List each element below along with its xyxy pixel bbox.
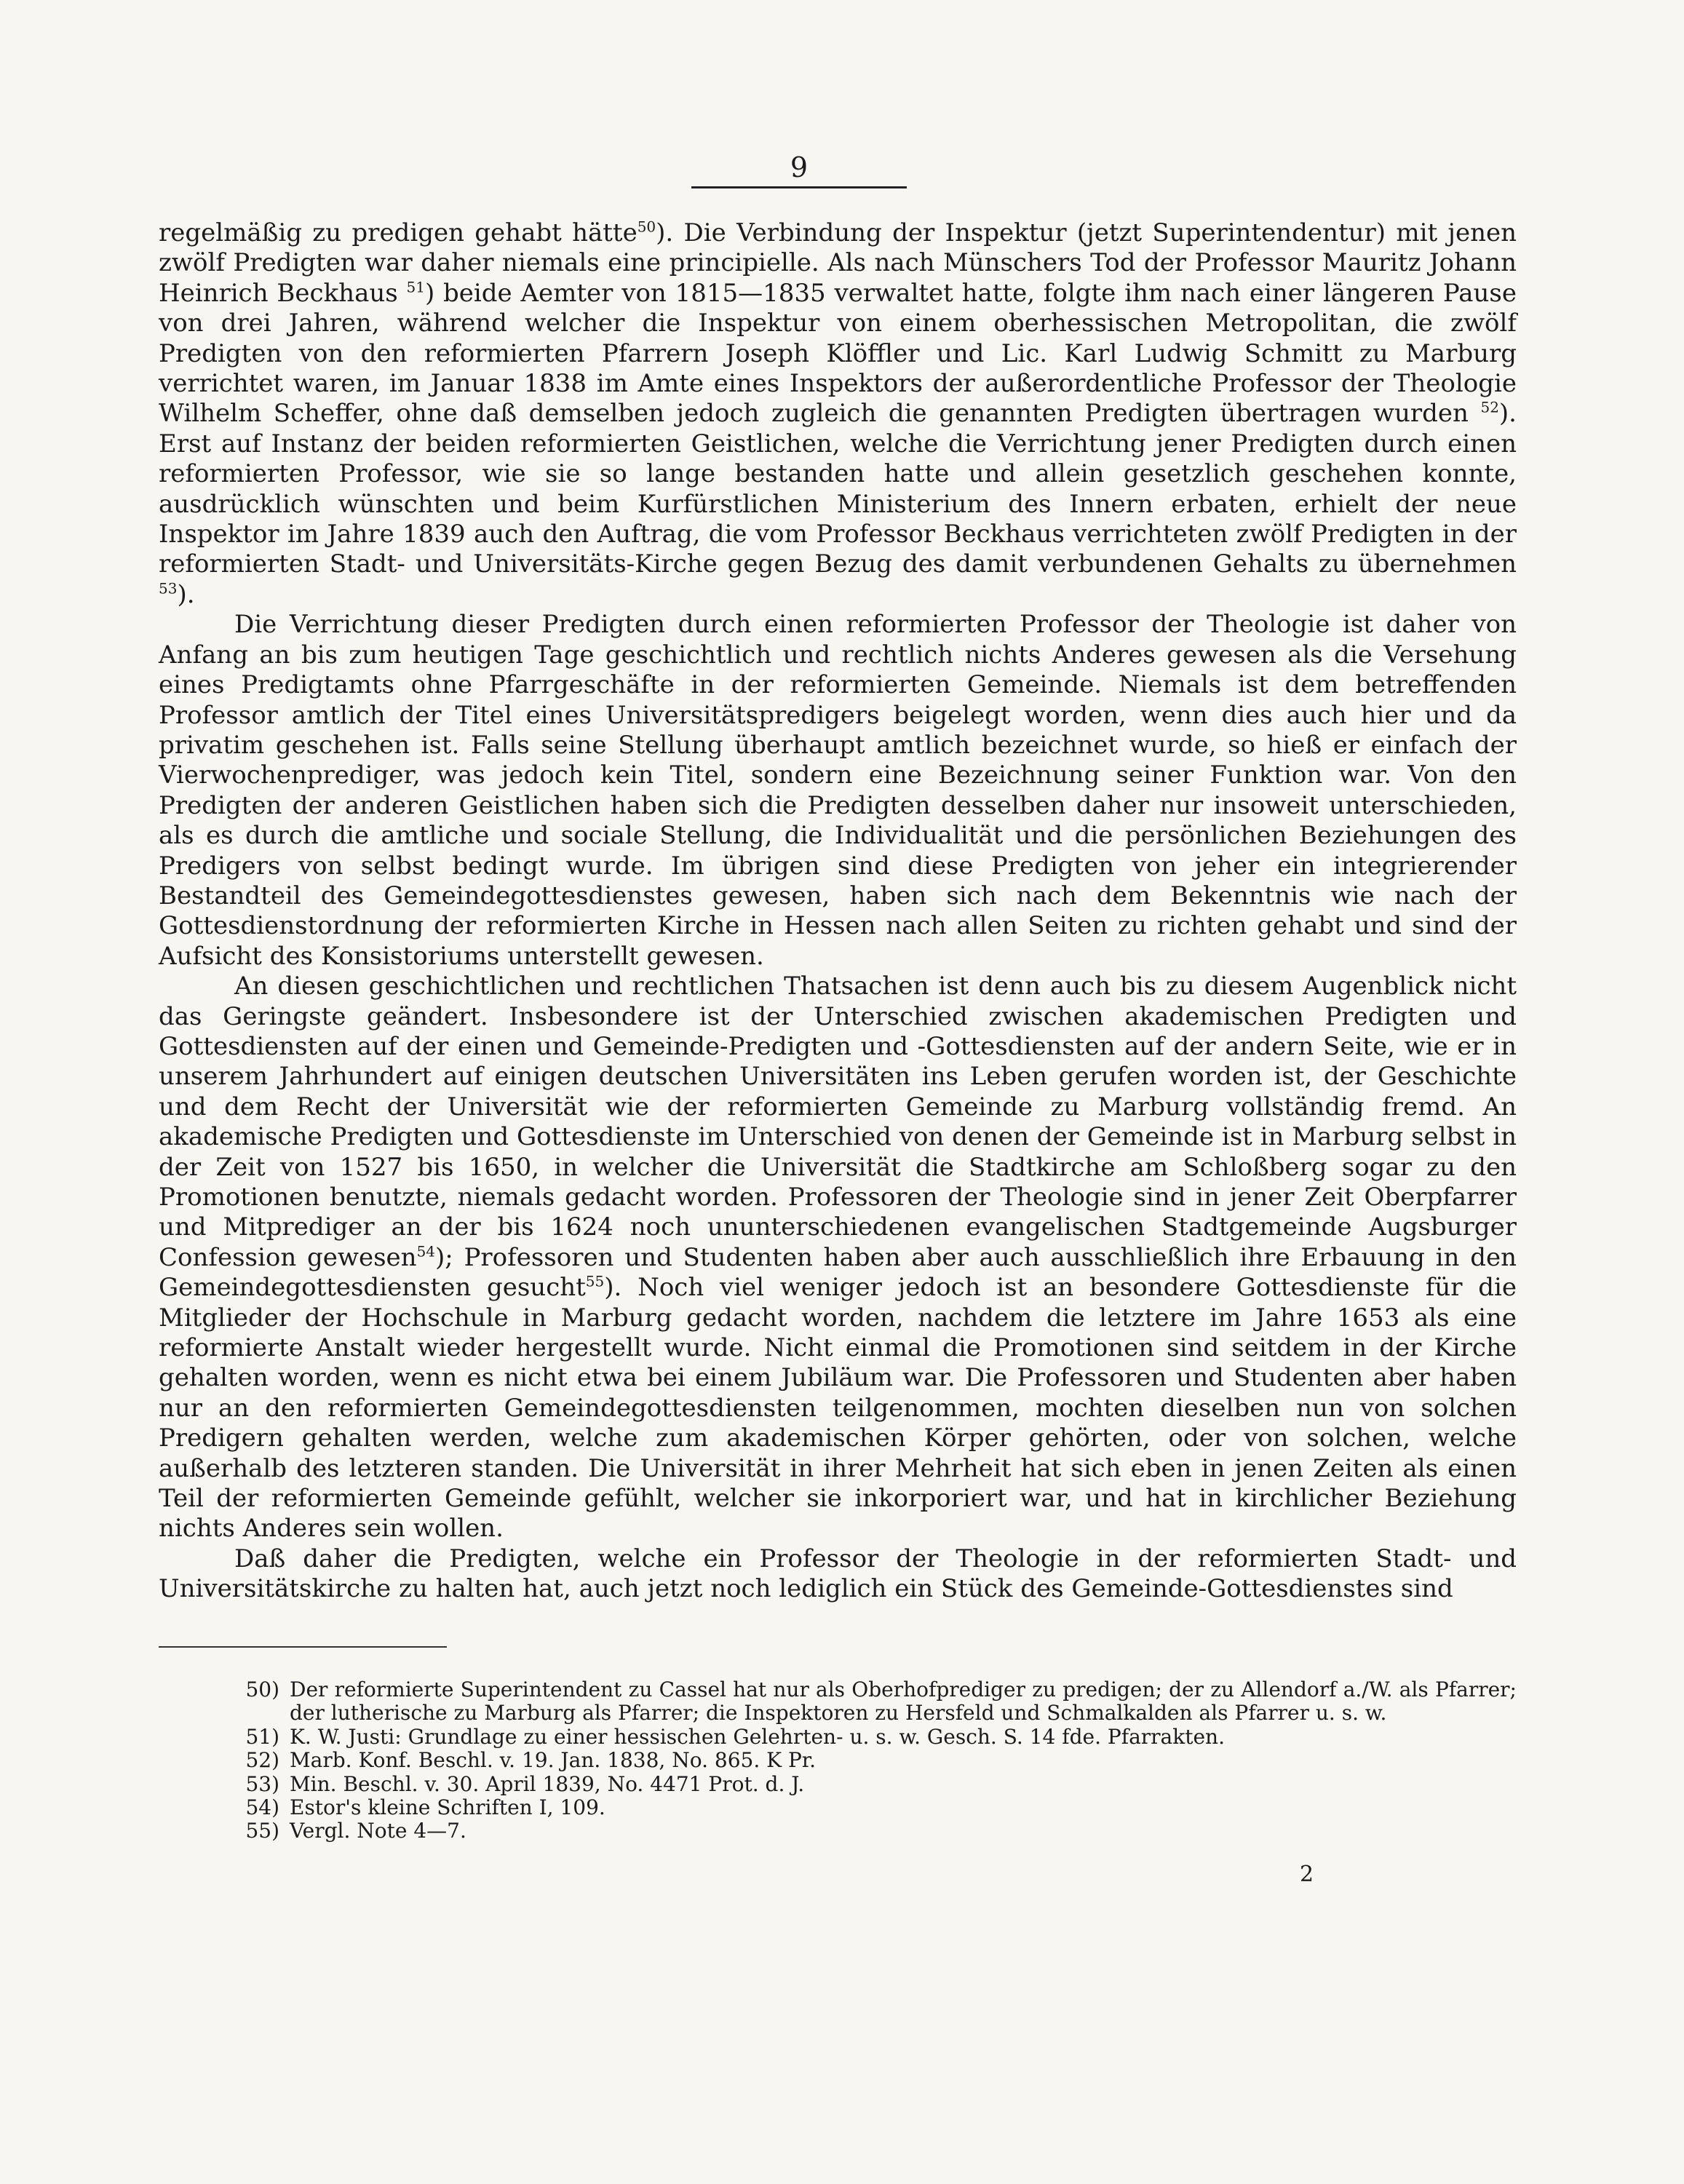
footnote-rule	[159, 1646, 447, 1648]
footnote	[159, 1773, 1517, 1796]
footnote-number: 55)	[245, 1819, 279, 1843]
footnote-text: Min. Beschl. v. 30. April 1839, No. 4471 Prot. d. J.	[290, 1771, 805, 1796]
body-text-run: Daß daher die Predigten, welche ein Professor der Theologie in der reformierten Stadt- und Universitätskirche zu halten hat, auch jetzt noch lediglich ein Stück des Gemeinde-Gottesdienstes sind	[159, 1544, 1517, 1604]
body-text-run: ). Die Verbindung der Inspektur (jetzt Superintendentur) mit jenen zwölf Predigten war daher niemals eine principielle. Als nach Münschers Tod der Professor Mauritz Johann Heinrich Beckhaus	[159, 218, 1517, 308]
body-paragraph	[159, 218, 1517, 610]
footnote-text: Vergl. Note 4—7.	[290, 1819, 466, 1843]
body-text-run: ).	[177, 579, 195, 609]
footnote-number: 52)	[245, 1748, 279, 1773]
body-text-run: Die Verrichtung dieser Predigten durch einen reformierten Professor der Theologie ist daher von Anfang an bis zum heutigen Tage geschichtlich und rechtlich nichts Anderes gewesen als die Versehung eines Predigtamts ohne Pfarrgeschäfte in der reformierten Gemeinde. Niemals ist dem betreffenden Professor amtlich der Titel eines Universitätspredigers beigelegt worden, wenn dies auch hier und da privatim geschehen ist. Falls seine Stellung überhaupt amtlich bezeichnet wurde, so hieß er einfach der Vierwochenprediger, was jedoch kein Titel, sondern eine Bezeichnung seiner Funktion war. Von den Predigten der anderen Geistlichen haben sich die Predigten desselben daher nur insoweit unterschieden, als es durch die amtliche und sociale Stellung, die Individualität und die persönlichen Beziehungen des Predigers von selbst bedingt wurde. Im übrigen sind diese Predigten von jeher ein integrierender Bestandteil des Gemeindegottesdienstes gewesen, haben sich nach dem Bekenntnis wie nach der Gottesdienstordnung der reformierten Kirche in Hessen nach allen Seiten zu richten gehabt und sind der Aufsicht des Konsistoriums unterstellt gewesen.	[159, 610, 1517, 971]
footnote	[159, 1796, 1517, 1819]
body-paragraph	[159, 972, 1517, 1544]
signature-mark: 2	[1300, 1862, 1314, 1887]
footnote	[159, 1678, 1517, 1726]
footnote-text: K. W. Justi: Grundlage zu einer hessischen Gelehrten- u. s. w. Gesch. S. 14 fde. Pfarrakten.	[290, 1724, 1225, 1749]
footnote-number: 50)	[245, 1677, 279, 1701]
page-number: 9	[790, 151, 809, 183]
footnote-text: Der reformierte Superintendent zu Cassel hat nur als Oberhofprediger zu predigen; der zu Allendorf a./W. als Pfarrer; der lutherische zu Marburg als Pfarrer; die Inspektoren zu Hersfeld und Schmalkalden als Pfarrer u. s. w.	[290, 1677, 1517, 1726]
body-text-run: ) beide Aemter von 1815—1835 verwaltet hatte, folgte ihm nach einer längeren Pause von drei Jahren, während welcher die Inspektur von einem oberhessischen Metropolitan, die zwölf Predigten von den reformierten Pfarrern Joseph Klöffler und Lic. Karl Ludwig Schmitt zu Marburg verrichtet waren, im Januar 1838 im Amte eines Inspektors der außerordentliche Professor der Theologie Wilhelm Scheffer, ohne daß demselben jedoch zugleich die genannten Predigten übertragen wurden	[159, 278, 1517, 429]
footnote-number: 53)	[245, 1771, 279, 1796]
body-paragraph	[159, 1544, 1517, 1605]
footnote	[159, 1819, 1517, 1843]
body-text-run: ); Professoren und Studenten haben aber auch ausschließlich ihre Erbauung in den Gemeindegottesdiensten gesucht	[159, 1242, 1517, 1303]
footnote-text: Estor's kleine Schriften I, 109.	[290, 1795, 605, 1820]
body-text-run: An diesen geschichtlichen und rechtlichen Thatsachen ist denn auch bis zu diesem Augenblick nicht das Geringste geändert. Insbesondere ist der Unterschied zwischen akademischen Predigten und Gottesdiensten auf der einen und Gemeinde-Predigten und -Gottesdiensten auf der andern Seite, wie er in unserem Jahrhundert auf einigen deutschen Universitäten ins Leben gerufen worden ist, der Geschichte und dem Recht der Universität wie der reformierten Gemeinde zu Marburg vollständig fremd. An akademische Predigten und Gottesdienste im Unterschied von denen der Gemeinde ist in Marburg selbst in der Zeit von 1527 bis 1650, in welcher die Universität die Stadtkirche am Schloßberg sogar zu den Promotionen benutzte, niemals gedacht worden. Professoren der Theologie sind in jener Zeit Oberpfarrer und Mitprediger an der bis 1624 noch ununterschiedenen evangelischen Stadtgemeinde Augsburger Confession gewesen	[159, 972, 1517, 1272]
footnote-marker: 52	[1480, 399, 1499, 417]
footnote-number: 51)	[245, 1724, 279, 1749]
footnote-marker: 53	[159, 579, 178, 597]
footnote-number: 54)	[245, 1795, 279, 1820]
footnote-marker: 50	[637, 218, 656, 236]
header-rule	[691, 186, 907, 188]
body-text	[159, 218, 1517, 1605]
body-text-run: regelmäßig zu predigen gehabt hätte	[159, 218, 638, 247]
body-paragraph	[159, 610, 1517, 972]
footnote	[159, 1749, 1517, 1772]
body-text-run: ). Erst auf Instanz der beiden reformierten Geistlichen, welche die Verrichtung jener Predigten durch einen reformierten Professor, wie sie so lange bestanden hatte und allein gesetzlich geschehen konnte, ausdrücklich wünschten und beim Kurfürstlichen Ministerium des Innern erbaten, erhielt der neue Inspektor im Jahre 1839 auch den Auftrag, die vom Professor Beckhaus verrichteten zwölf Predigten in der reformierten Stadt- und Universitäts-Kirche gegen Bezug des damit verbundenen Gehalts zu übernehmen	[159, 399, 1517, 579]
footnote-text: Marb. Konf. Beschl. v. 19. Jan. 1838, No. 865. K Pr.	[290, 1748, 816, 1773]
footnote	[159, 1726, 1517, 1749]
footnote-marker: 55	[585, 1272, 605, 1290]
body-text-run: ). Noch viel weniger jedoch ist an besondere Gottesdienste für die Mitglieder der Hochschule in Marburg gedacht worden, nachdem die letztere im Jahre 1653 als eine reformierte Anstalt wieder hergestellt wurde. Nicht einmal die Promotionen sind seitdem in der Kirche gehalten worden, wenn es nicht etwa bei einem Jubiläum war. Die Professoren und Studenten aber haben nur an den reformierten Gemeindegottesdiensten teilgenommen, mochten dieselben nun von solchen Predigern gehalten werden, welche zum akademischen Körper gehörten, oder von solchen, welche außerhalb des letzteren standen. Die Universität in ihrer Mehrheit hat sich eben in jenen Zeiten als einen Teil der reformierten Gemeinde gefühlt, welcher sie inkorporiert war, und hat in kirchlicher Beziehung nichts Anderes sein wollen.	[159, 1273, 1517, 1544]
footnotes	[159, 1678, 1517, 1843]
footnote-marker: 54	[416, 1242, 436, 1260]
footnote-marker: 51	[406, 278, 425, 296]
